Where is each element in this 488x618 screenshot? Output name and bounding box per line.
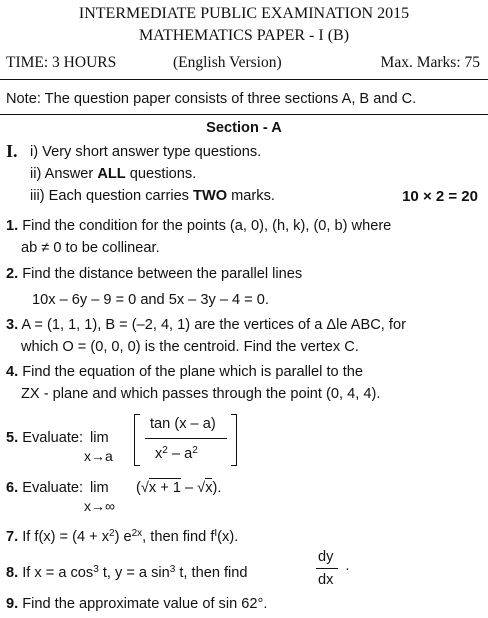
instruction-1: i) Very short answer type questions. [30, 144, 262, 160]
instruction-2: ii) Answer ALL questions. [30, 166, 197, 182]
question-2-equations: 10x – 6y – 9 = 0 and 5x – 3y – 4 = 0. [32, 292, 269, 308]
q5-lim-subscript: x→a [84, 448, 113, 464]
q5-lim: lim [90, 430, 109, 446]
q5-left-bracket [134, 414, 140, 466]
q5-right-bracket [231, 414, 237, 466]
note-divider [0, 114, 488, 115]
version-label: (English Version) [173, 54, 282, 71]
question-9: 9. Find the approximate value of sin 62°. [6, 596, 268, 612]
q8-fraction-bar [316, 568, 338, 569]
marks-total: 10 × 2 = 20 [402, 188, 478, 205]
header-divider [0, 79, 488, 80]
question-5: 5. Evaluate: [6, 430, 84, 446]
question-1-line2: ab ≠ 0 to be collinear. [21, 240, 160, 256]
q5-numerator: tan (x – a) [150, 416, 216, 432]
paper-title: MATHEMATICS PAPER - I (B) [138, 27, 350, 44]
question-4: 4. Find the equation of the plane which is parallel to the [6, 364, 363, 380]
note-text: Note: The question paper consists of three sections A, B and C. [6, 91, 417, 107]
section-heading: Section - A [206, 120, 282, 136]
question-6: 6. Evaluate: [6, 480, 84, 496]
q8-end-dot: · [345, 561, 350, 577]
exam-title: INTERMEDIATE PUBLIC EXAMINATION 2015 [78, 5, 410, 22]
question-2: 2. Find the distance between the parallel lines [6, 266, 303, 282]
q6-lim: lim [90, 480, 109, 496]
section-roman-numeral: I. [6, 141, 18, 161]
question-4-line2: ZX - plane and which passes through the point (0, 4, 4). [21, 386, 381, 402]
q8-fraction-numerator: dy [318, 549, 334, 565]
max-marks-label: Max. Marks: 75 [380, 54, 480, 71]
question-7: 7. If $f(x) = (4 + x^2)$ $e^{2x}$, then find $f^I(x)$. [6, 528, 239, 545]
q5-denominator: $x^2 - a^2$ [155, 445, 198, 462]
question-3: 3. A = (1, 1, 1), B = (–2, 4, 1) are the vertices of a Δle ABC, for [6, 317, 406, 333]
question-3-line2: which O = (0, 0, 0) is the centroid. Find the vertex C. [21, 339, 359, 355]
question-8: 8. If x = a $\cos^3 t$, y = a $\sin^3 t$, then find [6, 564, 248, 581]
time-label: TIME: 3 HOURS [6, 54, 117, 71]
q6-lim-subscript: x→∞ [84, 498, 115, 514]
q8-fraction-denominator: dx [318, 572, 334, 588]
question-1: 1. Find the condition for the points (a, 0), (h, k), (0, b) where [6, 218, 392, 234]
q6-expression: (√x + 1 – √x). [136, 480, 222, 496]
q5-fraction-bar [145, 438, 227, 439]
instruction-3: iii) Each question carries TWO marks. [30, 188, 275, 204]
